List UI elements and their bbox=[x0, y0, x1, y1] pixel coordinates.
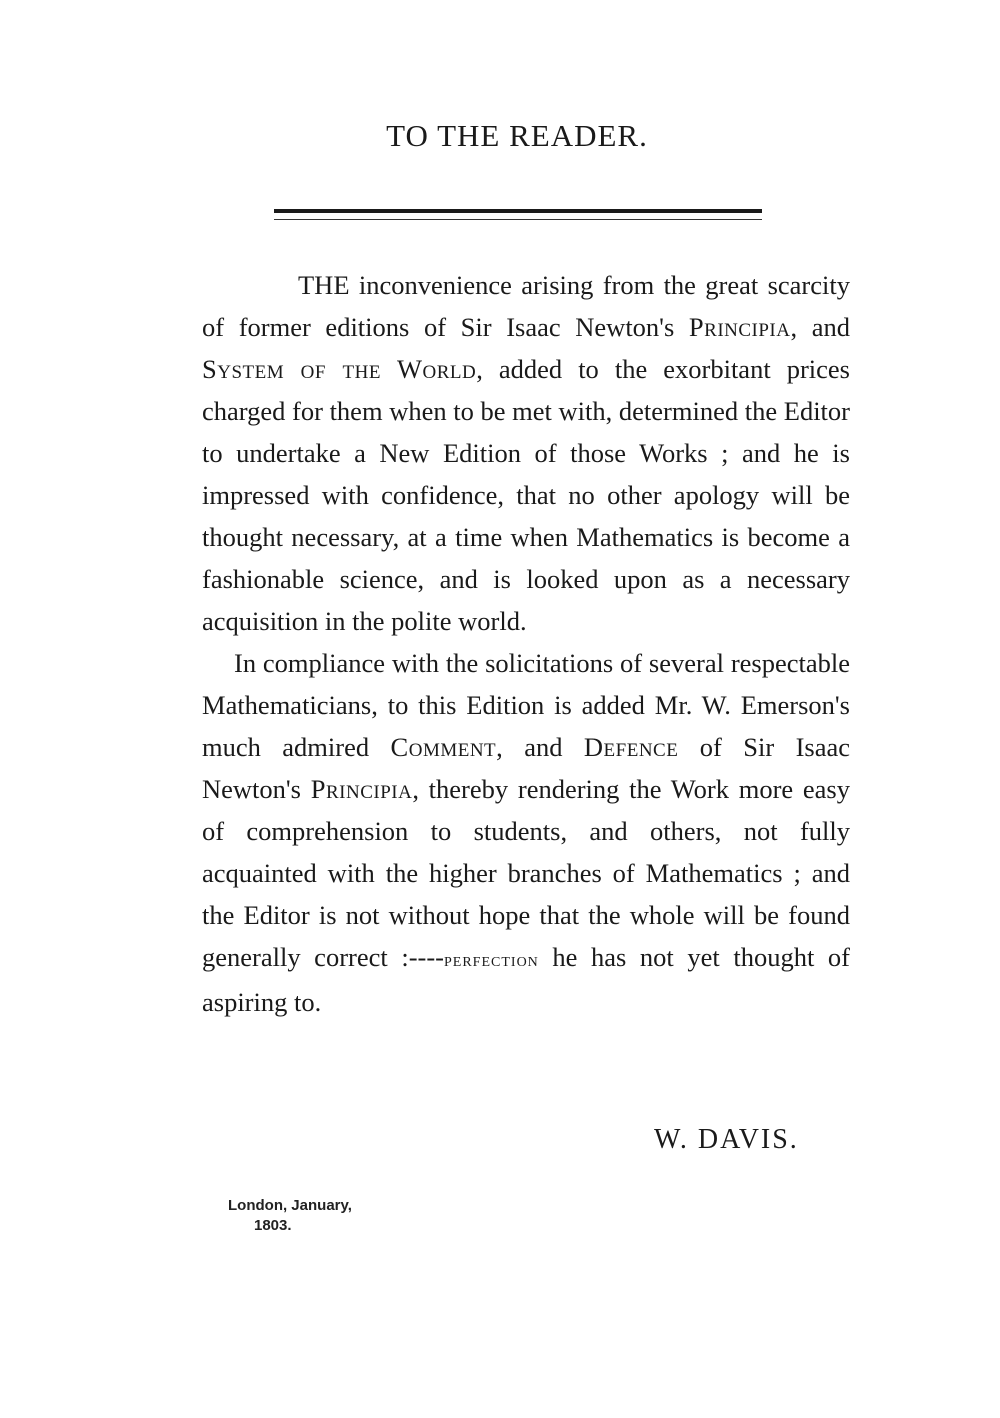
perfection-term: perfection bbox=[444, 949, 539, 971]
dateline-year: 1803. bbox=[254, 1217, 292, 1234]
title-rule-thin bbox=[274, 219, 762, 220]
paragraph-first bbox=[202, 264, 850, 642]
paragraph-first-and: , and bbox=[790, 312, 851, 342]
paragraph-second-end: he has not yet thought of aspiring to. bbox=[202, 942, 851, 1017]
dateline-place: London, January, bbox=[228, 1197, 352, 1214]
paragraph-second bbox=[202, 642, 850, 1023]
body-text bbox=[202, 264, 850, 1023]
dateline bbox=[228, 1196, 352, 1236]
author-signature: W. DAVIS. bbox=[654, 1124, 799, 1155]
paragraph-first-rest: , added to the exorbitant prices charged for them when to be met with, determined the Editor to undertake a New Edition of those Works ; and he is impressed with confidence, that no other apology will be thought necessary, at a time when Mathematics is become a fashionable science, and is looked upon as a necessary acquisition in the polite world. bbox=[202, 354, 850, 636]
paragraph-second-and: , and bbox=[496, 732, 584, 762]
paragraph-second-mid: of Sir Isaac Newton's bbox=[202, 732, 851, 804]
paragraph-second-lead: In compliance with the solicitations of several respectable Mathematicians, to this Edition is added Mr. W. Emerson's much admired bbox=[202, 648, 850, 762]
principia-term: Principia bbox=[688, 312, 791, 342]
paragraph-second-rest: , thereby rendering the Work more easy of comprehension to students, and others, not fully acquainted with the higher branches of Mathematics ; and the Editor is not without hope that the whole will be found generally correct :---- bbox=[202, 774, 850, 972]
defence-term: Defence bbox=[583, 732, 679, 762]
paragraph-first-lead: THE inconvenience arising from the great scarcity of former editions of Sir Isaac Newton's bbox=[202, 270, 850, 342]
comment-term: Comment bbox=[390, 732, 497, 762]
title-rule-thick bbox=[274, 209, 762, 213]
principia-term-second: Principia bbox=[310, 774, 413, 804]
system-of-the-world-term: System of the World bbox=[202, 354, 477, 384]
page-title: TO THE READER. bbox=[386, 118, 648, 153]
